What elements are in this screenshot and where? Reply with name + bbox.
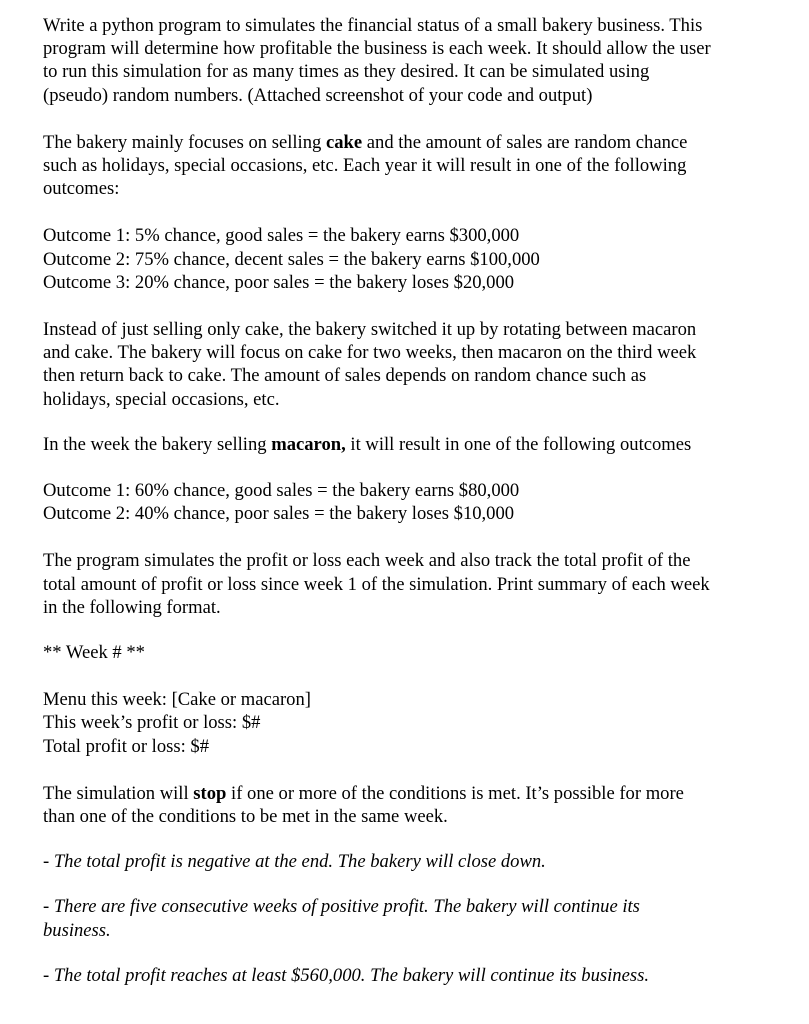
cake-outcomes-list	[43, 224, 783, 294]
intro-line: to run this simulation for as many times as they desired. It can be simulated using	[43, 61, 650, 83]
intro-line: (pseudo) random numbers. (Attached screenshot of your code and output)	[43, 84, 593, 106]
cake-intro-line: The bakery mainly focuses on selling cake and the amount of sales are random chance	[43, 131, 688, 153]
week-header: ** Week # **	[43, 642, 145, 664]
assignment-document	[43, 14, 783, 987]
macaron-intro-line: In the week the bakery selling macaron, it will result in one of the following outcomes	[43, 433, 692, 455]
format-menu-line: Menu this week: [Cake or macaron]	[43, 689, 311, 711]
rotation-line: then return back to cake. The amount of sales depends on random chance such as	[43, 365, 647, 387]
simulation-line: The program simulates the profit or loss each week and also track the total profit of the	[43, 550, 691, 572]
simulation-line: total amount of profit or loss since week 1 of the simulation. Print summary of each week	[43, 573, 710, 595]
cake-keyword: cake	[325, 131, 363, 153]
rotation-paragraph	[43, 318, 783, 411]
rotation-line: Instead of just selling only cake, the bakery switched it up by rotating between macaron	[43, 319, 697, 341]
simulation-paragraph	[43, 549, 783, 619]
simulation-line: in the following format.	[43, 596, 221, 618]
cake-intro-paragraph	[43, 131, 783, 201]
output-format-block	[43, 688, 783, 758]
macaron-intro-paragraph	[43, 433, 783, 456]
macaron-keyword: macaron,	[271, 433, 346, 455]
macaron-outcomes-list	[43, 479, 783, 525]
cake-outcome-3: Outcome 3: 20% chance, poor sales = the bakery loses $20,000	[43, 271, 515, 293]
intro-line: program will determine how profitable the business is each week. It should allow the user	[43, 38, 711, 60]
macaron-outcome-1: Outcome 1: 60% chance, good sales = the bakery earns $80,000	[43, 480, 520, 502]
condition-negative-profit: - The total profit is negative at the end. The bakery will close down.	[43, 851, 546, 873]
cake-intro-line: outcomes:	[43, 178, 120, 200]
cake-outcome-2: Outcome 2: 75% chance, decent sales = the bakery earns $100,000	[43, 248, 540, 270]
stop-intro-line: The simulation will stop if one or more of the conditions is met. It’s possible for more	[43, 782, 684, 804]
condition-profit-target: - The total profit reaches at least $560,000. The bakery will continue its business.	[43, 964, 649, 986]
stop-intro-paragraph	[43, 782, 783, 828]
cake-intro-line: such as holidays, special occasions, etc. Each year it will result in one of the following	[43, 155, 687, 177]
intro-line: Write a python program to simulates the financial status of a small bakery business. This	[43, 15, 703, 36]
format-total-line: Total profit or loss: $#	[43, 735, 210, 757]
rotation-line: holidays, special occasions, etc.	[43, 388, 280, 410]
macaron-outcome-2: Outcome 2: 40% chance, poor sales = the bakery loses $10,000	[43, 503, 515, 525]
stop-keyword: stop	[193, 782, 227, 804]
cake-outcome-1: Outcome 1: 5% chance, good sales = the bakery earns $300,000	[43, 225, 520, 247]
format-weekly-line: This week’s profit or loss: $#	[43, 712, 261, 734]
stop-intro-line: than one of the conditions to be met in the same week.	[43, 806, 448, 828]
intro-paragraph	[43, 14, 783, 107]
rotation-line: and cake. The bakery will focus on cake for two weeks, then macaron on the third week	[43, 342, 697, 364]
condition-consecutive-weeks: - There are five consecutive weeks of positive profit. The bakery will continue its business.	[43, 896, 640, 941]
